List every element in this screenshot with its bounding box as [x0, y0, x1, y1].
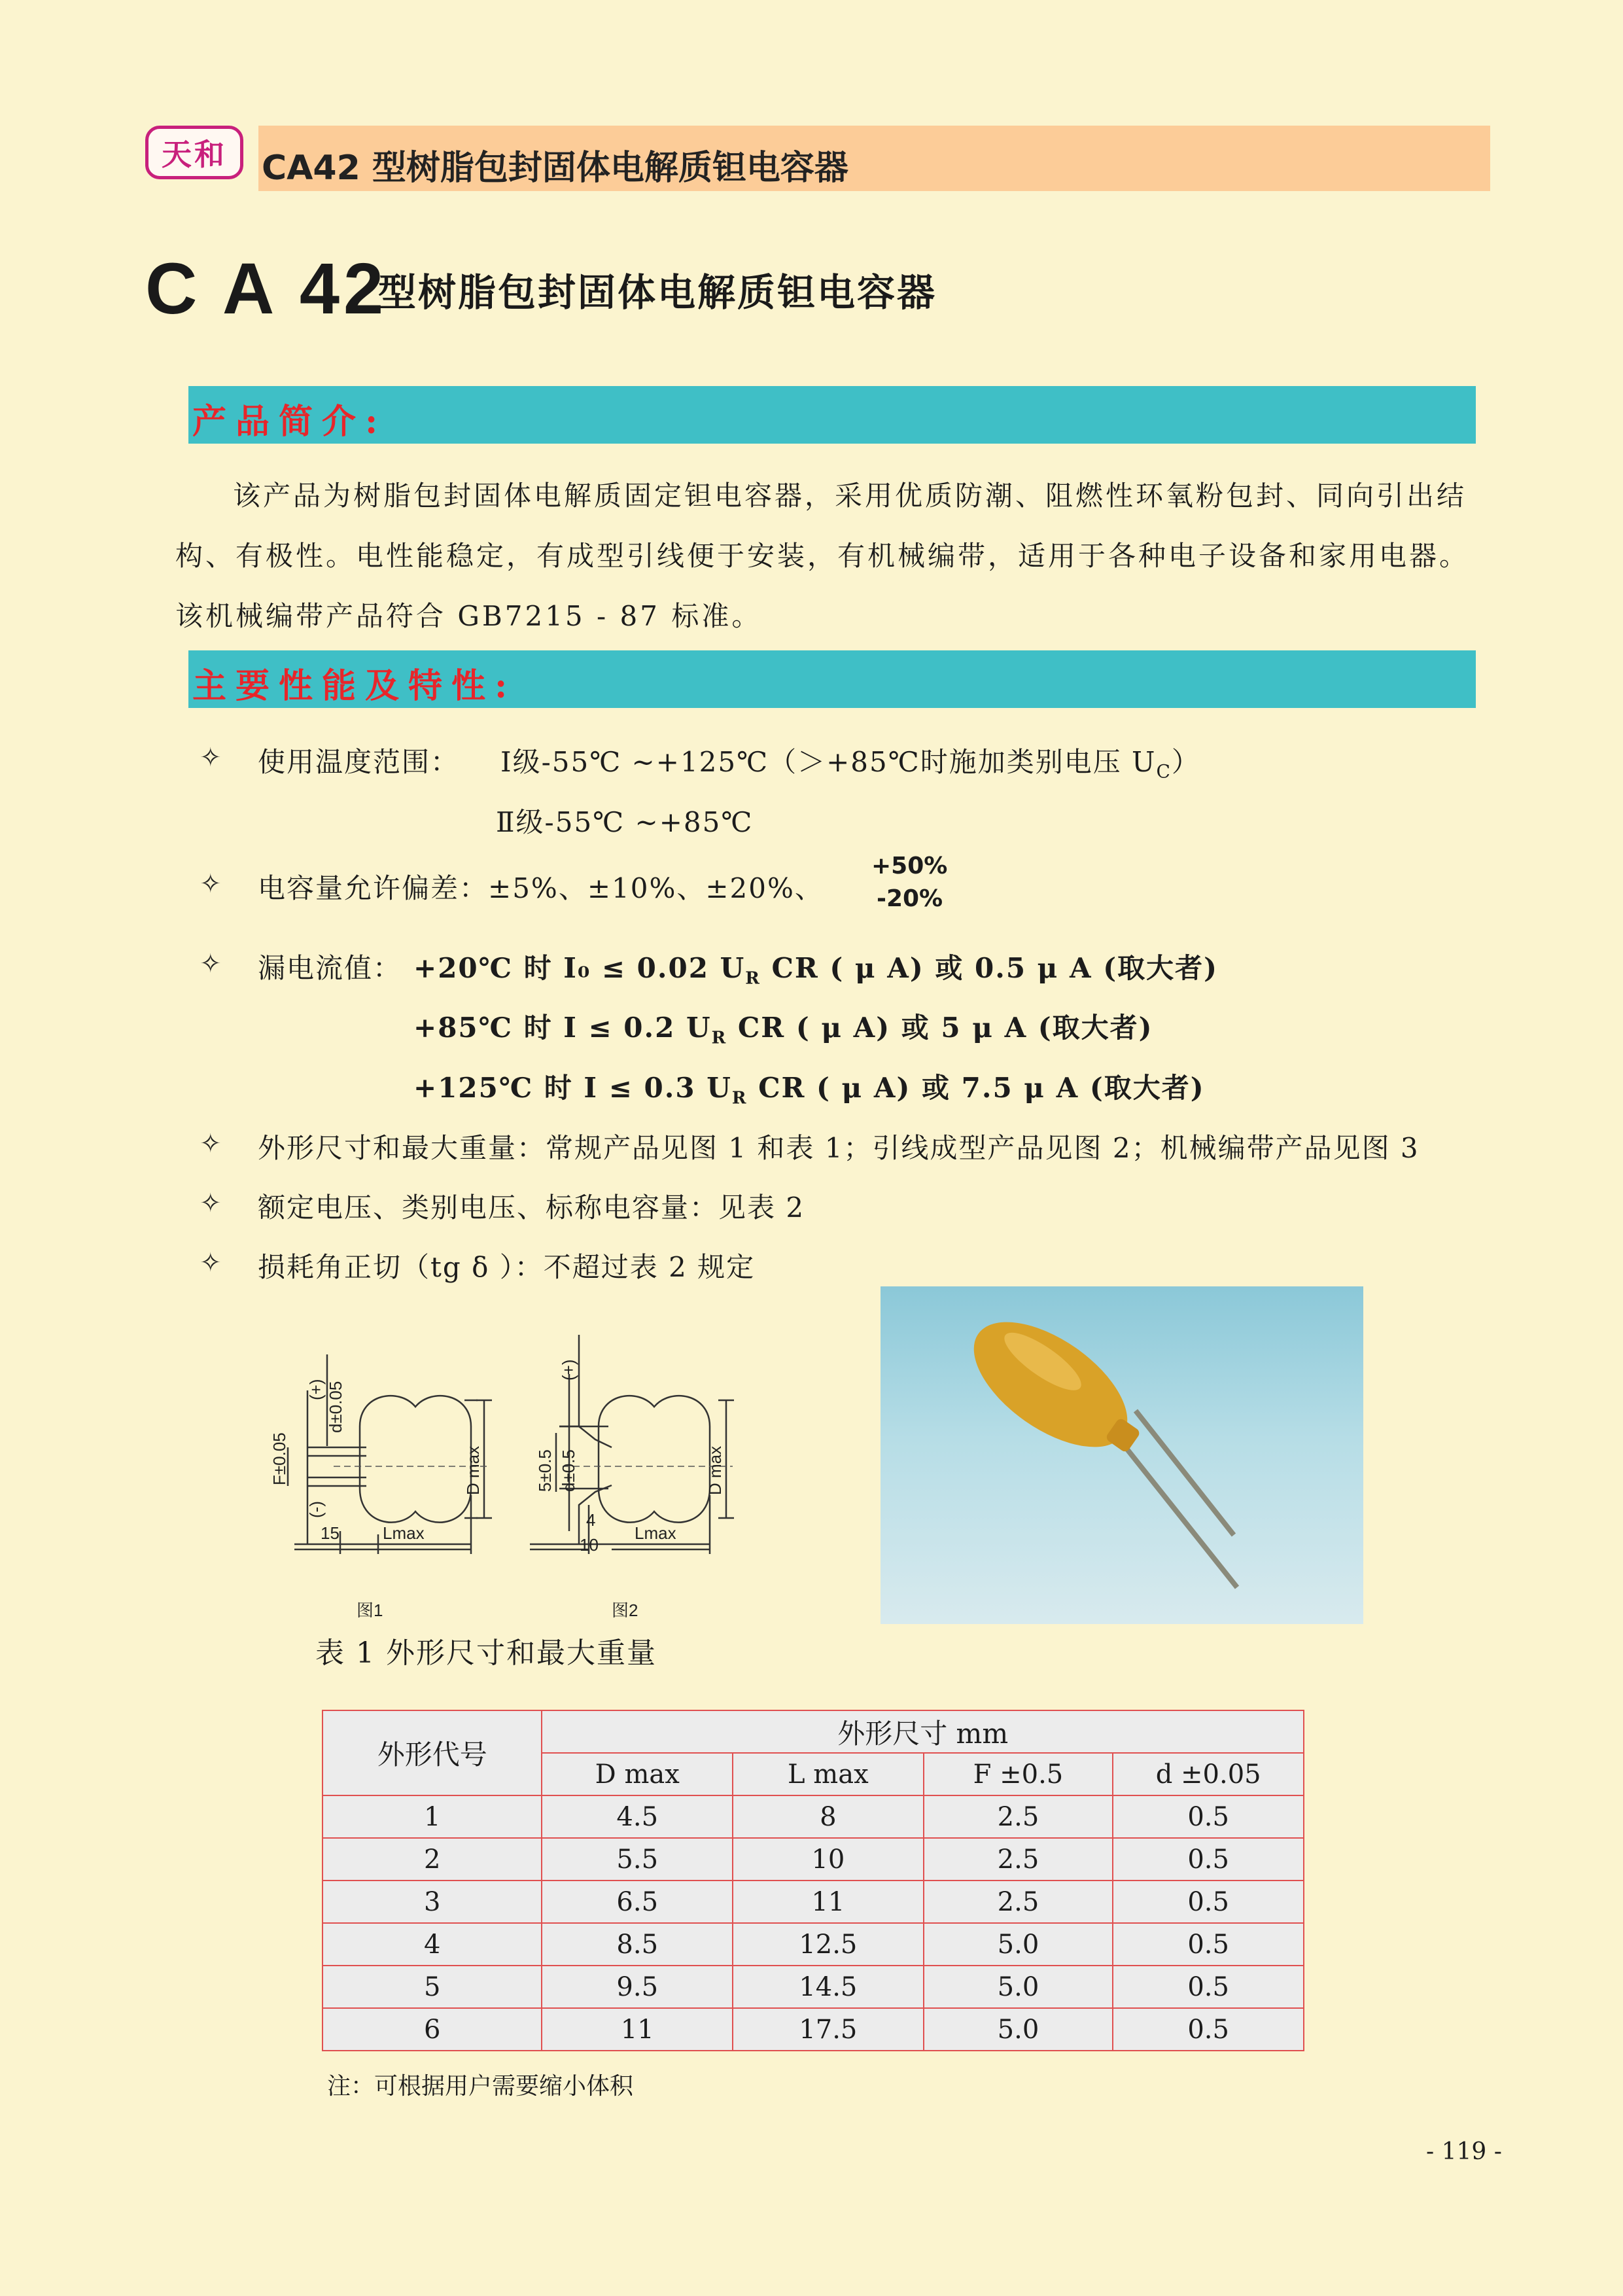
table-caption: 表 1 外形尺寸和最大重量: [315, 1636, 657, 1670]
fig1-15-label: 15: [321, 1523, 340, 1543]
table-cell: 12.5: [733, 1923, 924, 1966]
table-cell: 10: [733, 1838, 924, 1881]
bullet-icon: ✧: [200, 1248, 222, 1278]
fig2-dmax-label: D max: [705, 1445, 725, 1495]
table-cell: 3: [323, 1881, 542, 1923]
table-cell: 5.0: [924, 2008, 1113, 2051]
table-cell: 0.5: [1113, 1838, 1304, 1881]
table-cell: 8: [733, 1795, 924, 1838]
loss-tangent-info: 损耗角正切（tg δ ）：不超过表 2 规定: [258, 1251, 756, 1283]
table-header-cell: d ±0.05: [1113, 1753, 1304, 1795]
table-cell: 2.5: [924, 1881, 1113, 1923]
fig1-plus-label: (+): [306, 1379, 326, 1400]
bullet-icon: ✧: [200, 949, 222, 979]
table-cell: 4: [323, 1923, 542, 1966]
leakage-20c: +20℃ 时 I₀ ≤ 0.02 $U_R$ CR ( μ A) 或 0.5 μ A (取大者): [413, 952, 1219, 989]
fig1-lmax-label: Lmax: [383, 1523, 425, 1543]
fig1-dmax-label: D max: [463, 1445, 483, 1495]
fig1-caption: 图1: [357, 1600, 383, 1620]
leakage-125c: +125℃ 时 I ≤ 0.3 $U_R$ CR ( μ A) 或 7.5 μ A (取大者): [413, 1072, 1205, 1108]
temp-range-label: 使用温度范围：: [258, 746, 460, 778]
capacitance-tolerance: 电容量允许偏差：±5%、±10%、±20%、: [258, 872, 824, 904]
table-cell: 5.0: [924, 1923, 1113, 1966]
leakage-85c: +85℃ 时 I ≤ 0.2 $U_R$ CR ( μ A) 或 5 μ A (取大者): [413, 1012, 1153, 1048]
bullet-icon: ✧: [200, 743, 222, 773]
table-row: [323, 1881, 1304, 1923]
dimensions-info: 外形尺寸和最大重量：常规产品见图 1 和表 1；引线成型产品见图 2；机械编带产品见图 3: [258, 1132, 1420, 1164]
features-heading: 主要性能及特性:: [192, 666, 517, 706]
table-cell: 5: [323, 1966, 542, 2008]
fig1-d-label: d±0.05: [326, 1381, 345, 1433]
dimension-drawings: [268, 1328, 739, 1629]
fig2-plus-label: (+): [559, 1359, 578, 1381]
product-code: C A 42: [145, 249, 388, 329]
fig2-lmax-label: Lmax: [635, 1523, 676, 1543]
intro-paragraph: 该产品为树脂包封固体电解质固定钽电容器，采用优质防潮、阻燃性环氧粉包封、同向引出结构、有极性。电性能稳定，有成型引线便于安装，有机械编带，适用于各种电子设备和家用电器。该机械编带产品符合 GB7215 - 87 标准。: [175, 480, 1470, 632]
table-header-group: 外形尺寸 mm: [542, 1710, 1304, 1753]
table-cell: 6: [323, 2008, 542, 2051]
fig2-4-label: 4: [586, 1510, 596, 1530]
table-cell: 2.5: [924, 1838, 1113, 1881]
table-note: 注：可根据用户需要缩小体积: [327, 2073, 634, 2100]
table-cell: 0.5: [1113, 1966, 1304, 2008]
intro-section-bar: [188, 386, 1476, 444]
table-row: [323, 1923, 1304, 1966]
capacitor-image: [881, 1286, 1363, 1624]
table-cell: 1: [323, 1795, 542, 1838]
bullet-icon: ✧: [200, 869, 222, 899]
table-cell: 6.5: [542, 1881, 733, 1923]
table-cell: 0.5: [1113, 1923, 1304, 1966]
leakage-label: 漏电流值：: [258, 952, 402, 984]
table-cell: 4.5: [542, 1795, 733, 1838]
dimension-table: [322, 1710, 1304, 2051]
table-cell: 0.5: [1113, 1795, 1304, 1838]
table-cell: 11: [733, 1881, 924, 1923]
brand-logo-text: 天和: [162, 137, 227, 172]
fig1-minus-label: (-): [306, 1501, 326, 1518]
voltage-info: 额定电压、类别电压、标称电容量：见表 2: [258, 1192, 805, 1224]
bullet-icon: ✧: [200, 1188, 222, 1218]
features-section-bar: [188, 650, 1476, 708]
fig2-caption: 图2: [612, 1600, 638, 1620]
tolerance-minus: -20%: [877, 885, 943, 912]
table-row: [323, 1838, 1304, 1881]
table-cell: 5.0: [924, 1966, 1113, 2008]
table-cell: 2: [323, 1838, 542, 1881]
page-number: - 119 -: [1426, 2138, 1502, 2165]
intro-heading: 产品简介:: [192, 402, 387, 442]
table-row: [323, 1966, 1304, 2008]
product-title: 型树脂包封固体电解质钽电容器: [378, 270, 937, 315]
table-cell: 8.5: [542, 1923, 733, 1966]
table-cell: 0.5: [1113, 2008, 1304, 2051]
header-title: CA42 型树脂包封固体电解质钽电容器: [262, 149, 848, 188]
table-cell: 0.5: [1113, 1881, 1304, 1923]
table-header-code: 外形代号: [323, 1710, 542, 1795]
fig2-10-label: 10: [580, 1535, 599, 1555]
table-cell: 14.5: [733, 1966, 924, 2008]
table-cell: 2.5: [924, 1795, 1113, 1838]
table-header-cell: F ±0.5: [924, 1753, 1113, 1795]
fig1-f-label: F±0.05: [270, 1432, 289, 1485]
brand-logo: [145, 126, 243, 179]
table-cell: 5.5: [542, 1838, 733, 1881]
table-header-cell: D max: [542, 1753, 733, 1795]
tolerance-plus: +50%: [871, 853, 948, 879]
bullet-icon: ✧: [200, 1129, 222, 1159]
table-cell: 11: [542, 2008, 733, 2051]
temp-range-class-1: Ⅰ级-55℃ ~+125℃（＞+85℃时施加类别电压 $U_C$）: [500, 746, 1200, 783]
fig2-d-label: d±0.5: [559, 1449, 578, 1492]
table-cell: 17.5: [733, 2008, 924, 2051]
table-header-cell: L max: [733, 1753, 924, 1795]
temp-range-class-2: Ⅱ级-55℃ ~+85℃: [496, 806, 754, 838]
table-row: [323, 1795, 1304, 1838]
table-row: [323, 2008, 1304, 2051]
table-cell: 9.5: [542, 1966, 733, 2008]
fig2-5-label: 5±0.5: [535, 1449, 555, 1492]
capacitor-photo: [881, 1286, 1363, 1624]
